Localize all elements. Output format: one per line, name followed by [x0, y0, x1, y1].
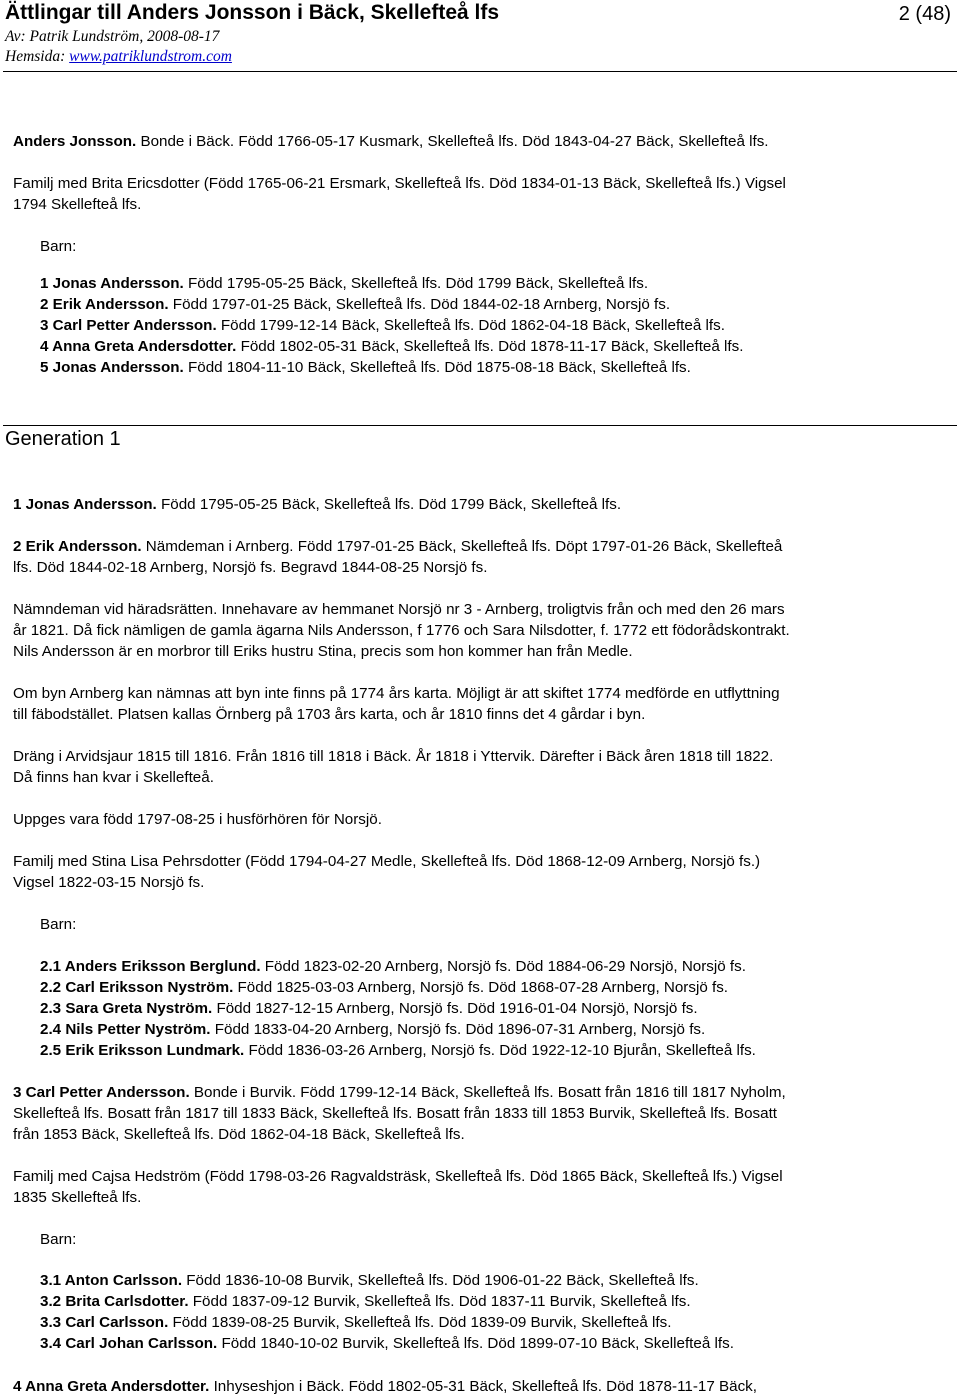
person-entry-erik [13, 536, 782, 557]
child-details: Född 1823-02-20 Arnberg, Norsjö fs. Död 1884-06-29 Norsjö, Norsjö fs. [260, 958, 746, 975]
child-name: 2 Erik Andersson. [40, 296, 169, 313]
child-name: 3.1 Anton Carlsson. [40, 1272, 183, 1289]
person-entry-anna-greta [13, 1376, 757, 1397]
child-entry [40, 273, 648, 294]
child-details: Född 1804-11-10 Bäck, Skellefteå lfs. Död 1875-08-18 Bäck, Skellefteå lfs. [183, 359, 691, 376]
child-details: Född 1833-04-20 Arnberg, Norsjö fs. Död 1896-07-31 Arnberg, Norsjö fs. [210, 1021, 706, 1038]
generation-heading: Generation 1 [5, 428, 121, 450]
child-details: Född 1836-10-08 Burvik, Skellefteå lfs. Död 1906-01-22 Bäck, Skellefteå lfs. [182, 1272, 699, 1289]
note-line: Uppges vara född 1797-08-25 i husförhören för Norsjö. [13, 811, 382, 828]
section-divider [3, 425, 957, 426]
family-line: Vigsel 1822-03-15 Norsjö fs. [13, 874, 205, 891]
document-title: Ättlingar till Anders Jonsson i Bäck, Skellefteå lfs [5, 1, 500, 24]
note-line: Nils Andersson är en morbror till Eriks hustru Stina, precis som hon kommer han från Medle. [13, 643, 633, 660]
child-name: 2.2 Carl Eriksson Nyström. [40, 979, 234, 996]
child-name: 2.5 Erik Eriksson Lundmark. [40, 1042, 245, 1059]
child-entry [40, 1270, 699, 1291]
child-name: 3.2 Brita Carlsdotter. [40, 1293, 189, 1310]
child-name: 2.1 Anders Eriksson Berglund. [40, 958, 261, 975]
child-entry [40, 956, 746, 977]
child-name: 3.4 Carl Johan Carlsson. [40, 1335, 218, 1352]
family-line: Familj med Brita Ericsdotter (Född 1765-06-21 Ersmark, Skellefteå lfs. Död 1834-01-13 Bäck, Skellefteå lfs.) Vigsel [13, 175, 786, 192]
person-details-line: Skellefteå lfs. Bosatt från 1817 till 1833 Bäck, Skellefteå lfs. Bosatt från 1833 till 1853 Burvik, Skellefteå lfs. Bosatt [13, 1105, 778, 1122]
note-line: Dräng i Arvidsjaur 1815 till 1816. Från 1816 till 1818 i Bäck. År 1818 i Yttervik. Därefter i Bäck åren 1818 till 1822. [13, 748, 774, 765]
website-label: Hemsida: [5, 48, 66, 65]
child-entry [40, 294, 670, 315]
child-details: Född 1827-12-15 Arnberg, Norsjö fs. Död 1916-01-04 Norsjö, Norsjö fs. [212, 1000, 698, 1017]
note-line: till fäbodstället. Platsen kallas Örnberg på 1703 års karta, och år 1810 finns det 4 gårdar i byn. [13, 706, 646, 723]
person-name: 1 Jonas Andersson. [13, 496, 157, 513]
child-entry [40, 336, 743, 357]
child-entry [40, 1312, 671, 1333]
person-entry-carl-petter [13, 1082, 786, 1103]
website-link[interactable]: www.patriklundstrom.com [69, 48, 232, 65]
child-details: Född 1797-01-25 Bäck, Skellefteå lfs. Död 1844-02-18 Arnberg, Norsjö fs. [168, 296, 671, 313]
person-name: 3 Carl Petter Andersson. [13, 1084, 190, 1101]
child-entry [40, 357, 691, 378]
child-name: 2.4 Nils Petter Nyström. [40, 1021, 211, 1038]
children-label: Barn: [40, 238, 77, 255]
child-entry [40, 1333, 734, 1354]
author-line: Av: Patrik Lundström, 2008-08-17 [5, 28, 220, 45]
child-details: Född 1802-05-31 Bäck, Skellefteå lfs. Död 1878-11-17 Bäck, Skellefteå lfs. [236, 338, 744, 355]
child-details: Född 1795-05-25 Bäck, Skellefteå lfs. Död 1799 Bäck, Skellefteå lfs. [183, 275, 649, 292]
child-entry [40, 1040, 756, 1061]
child-entry [40, 1291, 691, 1312]
note-line: Om byn Arnberg kan nämnas att byn inte finns på 1774 års karta. Möjligt är att skiftet 1774 medförde en utflyttning [13, 685, 780, 702]
family-line: Familj med Stina Lisa Pehrsdotter (Född 1794-04-27 Medle, Skellefteå lfs. Död 1868-12-09 Arnberg, Norsjö fs.) [13, 853, 761, 870]
person-details: Bonde i Bäck. Född 1766-05-17 Kusmark, Skellefteå lfs. Död 1843-04-27 Bäck, Skellefteå lfs. [136, 133, 769, 150]
family-line: 1835 Skellefteå lfs. [13, 1189, 142, 1206]
person-details: Nämdeman i Arnberg. Född 1797-01-25 Bäck, Skellefteå lfs. Döpt 1797-01-26 Bäck, Skellefteå [141, 538, 783, 555]
page-number: 2 (48) [898, 3, 951, 25]
person-name: Anders Jonsson. [13, 133, 137, 150]
person-details: Född 1795-05-25 Bäck, Skellefteå lfs. Död 1799 Bäck, Skellefteå lfs. [156, 496, 622, 513]
note-line: Nämndeman vid häradsrätten. Innehavare av hemmanet Norsjö nr 3 - Arnberg, troligtvis från och med den 26 mars [13, 601, 785, 618]
person-details-line: lfs. Död 1844-02-18 Arnberg, Norsjö fs. Begravd 1844-08-25 Norsjö fs. [13, 559, 488, 576]
child-name: 3 Carl Petter Andersson. [40, 317, 217, 334]
person-details-line: från 1853 Bäck, Skellefteå lfs. Död 1862-04-18 Bäck, Skellefteå lfs. [13, 1126, 465, 1143]
child-details: Född 1836-03-26 Arnberg, Norsjö fs. Död 1922-12-10 Bjurån, Skellefteå lfs. [244, 1042, 756, 1059]
child-details: Född 1840-10-02 Burvik, Skellefteå lfs. Död 1899-07-10 Bäck, Skellefteå lfs. [217, 1335, 734, 1352]
child-name: 1 Jonas Andersson. [40, 275, 184, 292]
children-label: Barn: [40, 916, 77, 933]
child-entry [40, 998, 698, 1019]
note-line: år 1821. Då fick nämligen de gamla ägarna Nils Andersson, f 1776 och Sara Nilsdotter, f. 1772 ett födorådskontrakt. [13, 622, 790, 639]
header-divider [3, 71, 957, 72]
person-entry-anders [13, 131, 769, 152]
child-details: Född 1825-03-03 Arnberg, Norsjö fs. Död 1868-07-28 Arnberg, Norsjö fs. [233, 979, 729, 996]
child-entry [40, 977, 728, 998]
person-entry-jonas [13, 494, 621, 515]
family-line: 1794 Skellefteå lfs. [13, 196, 142, 213]
child-name: 2.3 Sara Greta Nyström. [40, 1000, 213, 1017]
child-details: Född 1839-08-25 Burvik, Skellefteå lfs. Död 1839-09 Burvik, Skellefteå lfs. [168, 1314, 672, 1331]
person-name: 4 Anna Greta Andersdotter. [13, 1378, 210, 1395]
child-entry [40, 315, 725, 336]
person-details: Inhyseshjon i Bäck. Född 1802-05-31 Bäck, Skellefteå lfs. Död 1878-11-17 Bäck, [209, 1378, 757, 1395]
website-line [5, 47, 232, 66]
family-line: Familj med Cajsa Hedström (Född 1798-03-26 Ragvaldsträsk, Skellefteå lfs. Död 1865 Bäck, Skellefteå lfs.) Vigsel [13, 1168, 783, 1185]
child-name: 5 Jonas Andersson. [40, 359, 184, 376]
child-name: 3.3 Carl Carlsson. [40, 1314, 169, 1331]
note-line: Då finns han kvar i Skellefteå. [13, 769, 214, 786]
children-label: Barn: [40, 1231, 77, 1248]
person-name: 2 Erik Andersson. [13, 538, 142, 555]
child-entry [40, 1019, 705, 1040]
person-details: Bonde i Burvik. Född 1799-12-14 Bäck, Skellefteå lfs. Bosatt från 1816 till 1817 Nyholm, [189, 1084, 786, 1101]
child-name: 4 Anna Greta Andersdotter. [40, 338, 237, 355]
child-details: Född 1799-12-14 Bäck, Skellefteå lfs. Död 1862-04-18 Bäck, Skellefteå lfs. [216, 317, 725, 334]
child-details: Född 1837-09-12 Burvik, Skellefteå lfs. Död 1837-11 Burvik, Skellefteå lfs. [188, 1293, 691, 1310]
